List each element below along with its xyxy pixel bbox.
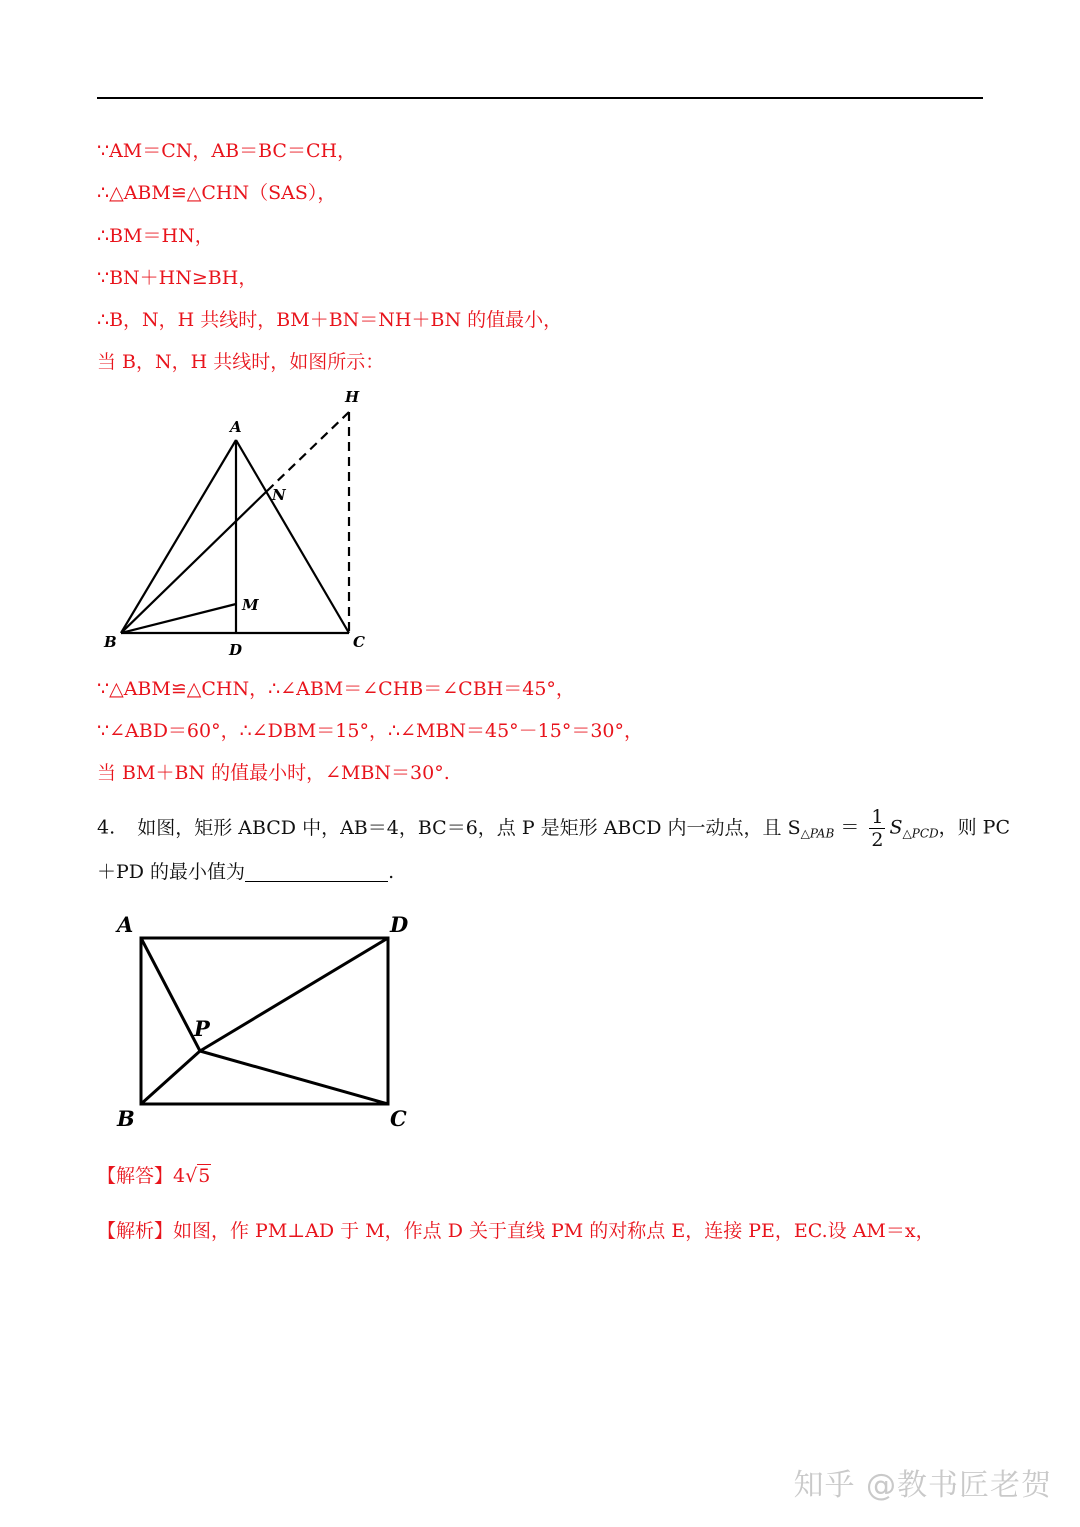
fraction-denominator: 2	[871, 829, 884, 851]
problem-4-line-1	[97, 806, 1010, 851]
answer-radicand: 5	[198, 1165, 211, 1187]
label-b: B	[117, 1106, 135, 1131]
proof-line-6: 当 B，N，H 共线时，如图所示：	[97, 351, 385, 373]
analysis-line	[97, 1219, 935, 1243]
proof-line-3: ∴BM＝HN，	[97, 225, 214, 247]
label-b: B	[104, 633, 117, 651]
label-m: M	[242, 596, 259, 614]
s-symbol: S	[889, 816, 903, 839]
sub-pcd: △PCD	[902, 826, 939, 841]
rectangle-figure	[105, 905, 435, 1145]
label-h: H	[345, 388, 360, 406]
label-a: A	[117, 912, 134, 937]
radical-symbol: √	[185, 1165, 198, 1187]
analysis-text: 如图，作 PM⊥AD 于 M，作点 D 关于直线 PM 的对称点 E，连接 PE，EC.设 AM＝x，	[173, 1220, 935, 1242]
triangle-figure	[95, 380, 395, 670]
proof-line-4: ∵BN＋HN≥BH，	[97, 267, 258, 289]
proof-line-7: ∵△ABM≌△CHN，∴∠ABM＝∠CHB＝∠CBH＝45°，	[97, 678, 575, 700]
label-d: D	[229, 641, 243, 659]
answer-blank	[245, 861, 388, 882]
segment-bm	[121, 604, 236, 633]
label-p: P	[194, 1016, 210, 1041]
problem-4-line-2	[97, 860, 394, 884]
equals: ＝	[840, 816, 860, 839]
proof-line-1: ∵AM＝CN，AB＝BC＝CH，	[97, 140, 357, 162]
rectangle-abcd	[141, 938, 388, 1104]
label-c: C	[390, 1106, 407, 1131]
proof-line-8: ∵∠ABD＝60°，∴∠DBM＝15°，∴∠MBN＝45°－15°＝30°，	[97, 720, 644, 742]
label-d: D	[390, 912, 409, 937]
label-n: N	[272, 486, 286, 504]
header-rule	[97, 97, 983, 99]
answer-label: 【解答】	[97, 1165, 174, 1187]
sub-pab: △PAB	[800, 826, 835, 841]
segment-pd	[200, 938, 388, 1051]
fraction-numerator: 1	[871, 806, 884, 828]
proof-line-9: 当 BM＋BN 的值最小时，∠MBN＝30°.	[97, 762, 450, 784]
label-c: C	[353, 633, 365, 651]
zhihu-watermark: 知乎 @教书匠老贺	[793, 1468, 1052, 1503]
segment-pc	[200, 1051, 388, 1104]
segment-pa	[141, 938, 200, 1051]
proof-line-5: ∴B，N，H 共线时，BM＋BN＝NH＋BN 的值最小，	[97, 309, 563, 331]
answer-coefficient: 4	[173, 1165, 186, 1187]
problem-number: 4.	[97, 816, 116, 839]
analysis-label: 【解析】	[97, 1220, 174, 1242]
problem-text-end: .	[388, 861, 395, 883]
segment-pb	[141, 1051, 200, 1104]
segment-nh-dashed	[267, 412, 349, 491]
label-a: A	[230, 418, 242, 436]
problem-text-c: ＋PD 的最小值为	[97, 861, 246, 883]
proof-line-2: ∴△ABM≌△CHN（SAS），	[97, 182, 337, 204]
problem-text-a: 如图，矩形 ABCD 中，AB＝4，BC＝6，点 P 是矩形 ABCD 内一动点，且 S	[137, 816, 801, 839]
answer-line	[97, 1164, 211, 1188]
problem-text-b: ，则 PC	[938, 816, 1010, 839]
fraction-half	[869, 806, 885, 851]
